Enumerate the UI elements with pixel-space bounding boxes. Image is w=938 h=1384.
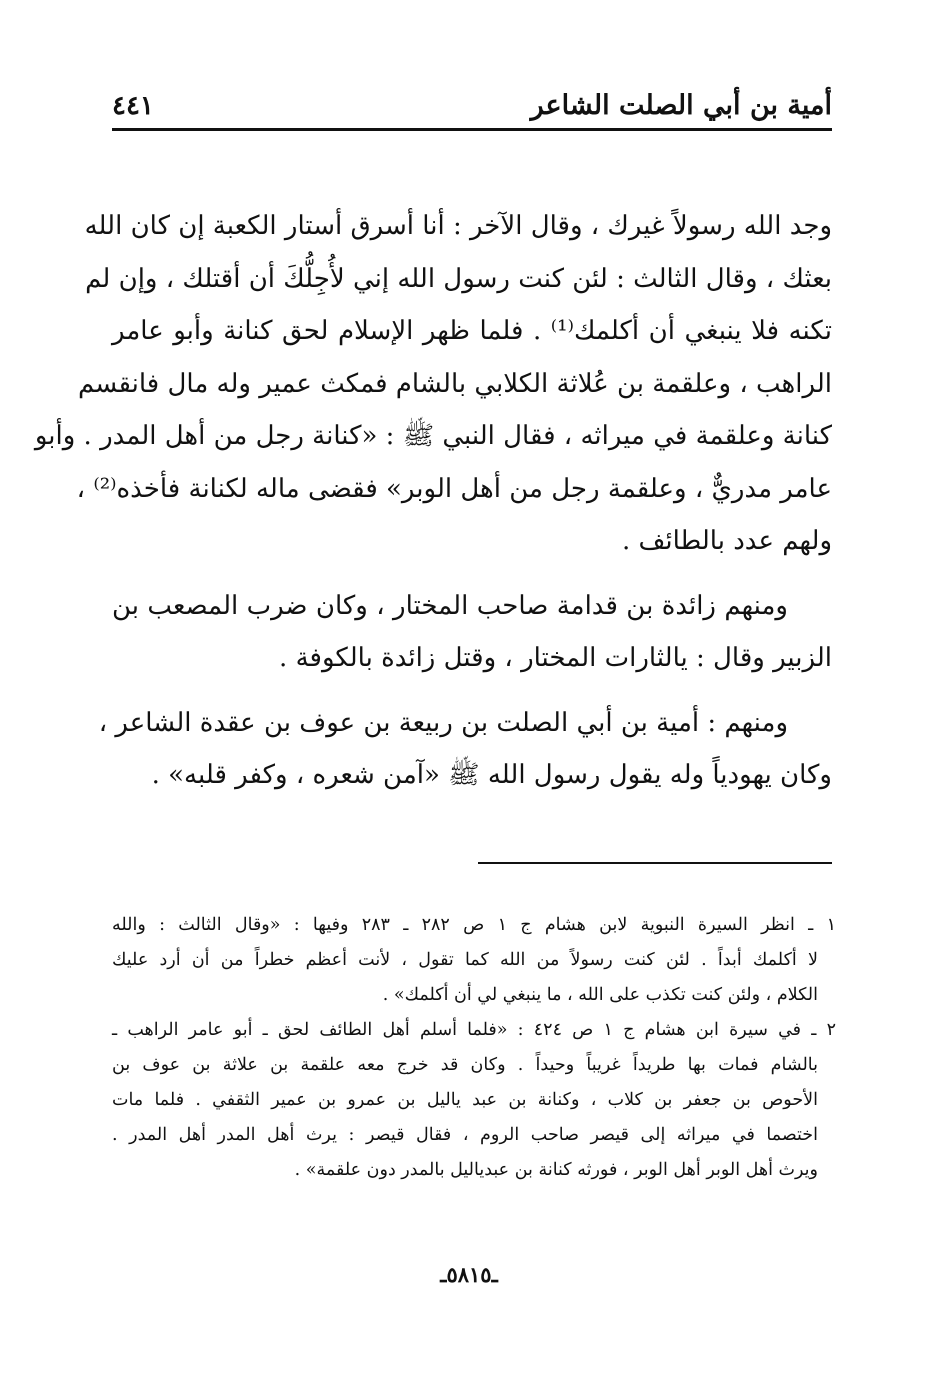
page-number: ٤٤١ — [112, 91, 154, 121]
footnote-line: بالشام فمات بها طريداً غريباً وحيداً . وكان قد خرج معه علقمة بن علاثة بن عوف بن — [112, 1055, 818, 1075]
main-text — [34, 200, 832, 802]
text-line: عامر مدريٌّ ، وعلقمة رجل من أهل الوبر» فقضى ماله لكنانة فأخذه⁽²⁾ ، — [76, 473, 832, 504]
text-line: وكان يهودياً وله يقول رسول الله ﷺ «آمن شعره ، وكفر قلبه» . — [151, 760, 832, 790]
footnote-rule — [478, 862, 832, 864]
running-header — [112, 86, 832, 126]
header-rule — [112, 128, 832, 131]
footnote-line: لا أكلمك أبداً . لئن كنت رسولاً من الله كما تقول ، لأنت أعظم خطراً من أن أرد عليك — [112, 950, 818, 970]
text-line: ولهم عدد بالطائف . — [621, 526, 832, 556]
text-line: بعثك ، وقال الثالث : لئن كنت رسول الله إني لأُجِلُّكَ أن أقتلك ، وإن لم — [85, 263, 832, 294]
footnotes — [112, 908, 836, 1188]
footnote-line: ٢ ـ في سيرة ابن هشام ج ١ ص ٤٢٤ : «فلما أسلم أهل الطائف لحق ـ أبو عامر الراهب ـ — [112, 1020, 836, 1040]
footnote — [112, 1013, 836, 1188]
footnote — [112, 908, 836, 1013]
footnote-line: الأحوص بن جعفر بن كلاب ، وكنانة بن عبد ياليل بن عمرو بن عمير الثقفي . فلما مات — [112, 1090, 818, 1110]
footnote-line: اختصما في ميراثه إلى قيصر صاحب الروم ، فقال قيصر : يرث أهل المدر أهل المدر . — [112, 1125, 818, 1145]
text-line: الزبير وقال : يالثارات المختار ، وقتل زائدة بالكوفة . — [279, 643, 832, 673]
text-line: تكنه فلا ينبغي أن أكلمك⁽¹⁾ . فلما ظهر الإسلام لحق كنانة وأبو عامر — [112, 316, 832, 346]
footnote-line: الكلام ، ولئن كنت تكذب على الله ، ما ينبغي لي أن أكلمك» . — [382, 985, 818, 1005]
text-line: الراهب ، وعلقمة بن عُلاثة الكلابي بالشام فمكث عمير وله مال فانقسم — [78, 368, 832, 399]
paragraph — [34, 200, 832, 568]
footnote-line: ويرث أهل الوبر أهل الوبر ، فورثه كنانة بن عبدياليل بالمدر دون علقمة» . — [294, 1160, 818, 1180]
paragraph — [112, 580, 832, 685]
text-line: كنانة وعلقمة في ميراثه ، فقال النبي ﷺ : «كنانة رجل من أهل المدر . وأبو — [34, 421, 832, 451]
paragraph — [98, 697, 832, 802]
text-line: ومنهم : أمية بن أبي الصلت بن ربيعة بن عوف بن عقدة الشاعر ، — [98, 707, 788, 738]
folio-number: ـ٥٨١٥ـ — [440, 1262, 498, 1287]
running-title: أمية بن أبي الصلت الشاعر — [530, 90, 832, 121]
text-line: وجد الله رسولاً غيرك ، وقال الآخر : أنا أسرق أستار الكعبة إن كان الله — [84, 211, 832, 241]
text-line: ومنهم زائدة بن قدامة صاحب المختار ، وكان ضرب المصعب بن — [112, 590, 788, 621]
footnote-line: ١ ـ انظر السيرة النبوية لابن هشام ج ١ ص ٢٨٢ ـ ٢٨٣ وفيها : «وقال الثالث : والله — [112, 915, 836, 935]
